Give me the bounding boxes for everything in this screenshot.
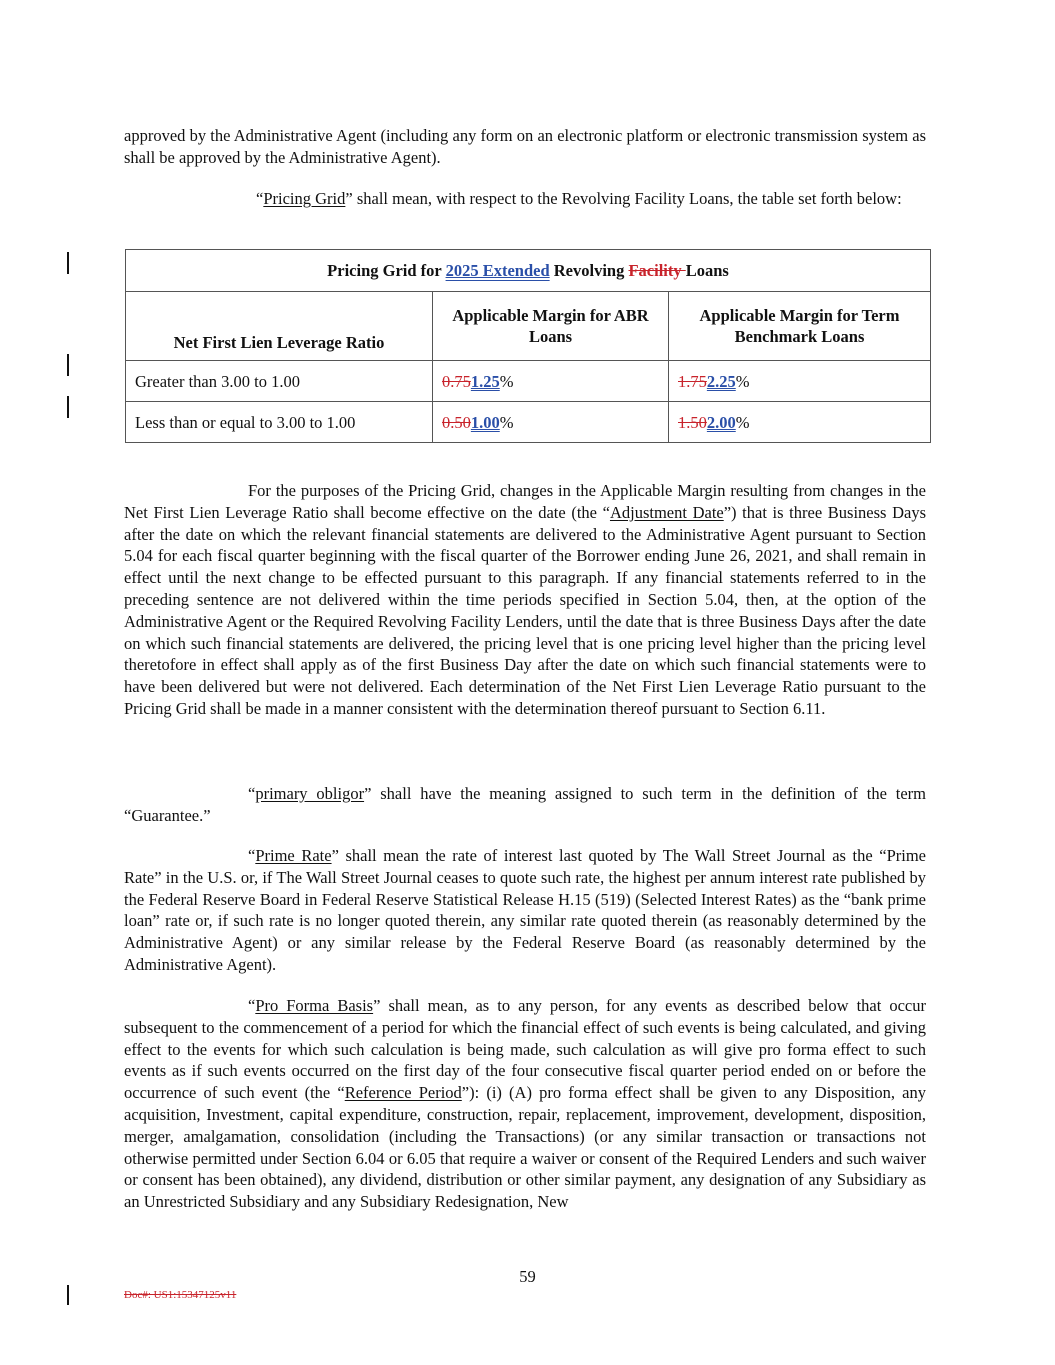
column-header-term-benchmark: Applicable Margin for Term Benchmark Loans bbox=[669, 292, 931, 361]
inserted-value: 2.25 bbox=[706, 371, 736, 391]
column-header-ratio: Net First Lien Leverage Ratio bbox=[126, 292, 433, 361]
defined-term-primary-obligor: primary obligor bbox=[255, 784, 365, 803]
abr-margin-cell: 0.501.00% bbox=[433, 402, 669, 443]
inserted-value: 2.00 bbox=[706, 412, 736, 432]
table-row bbox=[126, 361, 931, 402]
change-bar-footer bbox=[67, 1285, 69, 1305]
column-header-abr: Applicable Margin for ABR Loans bbox=[433, 292, 669, 361]
paragraph-prime-rate: “Prime Rate” shall mean the rate of interest last quoted by The Wall Street Journal as the “Prime Rate” in the U.S. or, if The Wall Street Journal ceases to quote such rate, the highest per annum interest rate published by the Federal Reserve Board in Federal Reserve Statistical Release H.15 (519) (Selected Interest Rates) as the “bank prime loan” rate or, if such rate is no longer quoted therein, any similar rate quoted therein (as reasonably determined by the Administrative Agent) or any similar release by the Federal Reserve Board (as reasonably determined by the Administrative Agent). bbox=[124, 846, 926, 974]
ratio-cell: Less than or equal to 3.00 to 1.00 bbox=[126, 402, 433, 443]
deleted-value: 1.50 bbox=[678, 412, 707, 432]
deleted-value: 0.75 bbox=[442, 371, 471, 391]
pricing-grid-table bbox=[125, 249, 931, 443]
term-margin-cell: 1.752.25% bbox=[669, 361, 931, 402]
defined-term-pricing-grid: Pricing Grid bbox=[263, 189, 346, 208]
change-bar-row-2 bbox=[67, 396, 69, 418]
deleted-value: 1.75 bbox=[678, 371, 707, 391]
change-bar-row-1 bbox=[67, 354, 69, 376]
paragraph-primary-obligor: “primary obligor” shall have the meaning assigned to such term in the definition of the term “Guarantee.” bbox=[124, 784, 926, 825]
paragraph-approved: approved by the Administrative Agent (including any form on an electronic platform or electronic transmission system as shall be approved by the Administrative Agent). bbox=[124, 126, 926, 167]
defined-term-reference-period: Reference Period bbox=[344, 1083, 462, 1103]
change-bar-table-title bbox=[67, 252, 69, 274]
abr-margin-cell: 0.751.25% bbox=[433, 361, 669, 402]
paragraph-pricing-grid-definition: “Pricing Grid” shall mean, with respect to the Revolving Facility Loans, the table set forth below: bbox=[256, 189, 902, 208]
defined-term-prime-rate: Prime Rate bbox=[255, 846, 332, 865]
ratio-cell: Greater than 3.00 to 1.00 bbox=[126, 361, 433, 402]
deleted-text: Facility bbox=[628, 261, 686, 280]
paragraph-pro-forma-basis: “Pro Forma Basis” shall mean, as to any person, for any events as described below that occur subsequent to the commencement of a period for which the financial effect of such events is being calculated, and giving effect to the events for which such calculation is being made, such calculation as will give pro forma effect to such events as if such events occurred on the first day of the four consecutive fiscal quarter period ended on or before the occurrence of such event (the “Reference Period”): (i) (A) pro forma effect shall be given to any Disposition, any acquisition, Investment, capital expenditure, construction, repair, replacement, improvement, development, disposition, merger, amalgamation, consolidation (including the Transactions) (or any similar transaction or transactions not otherwise permitted under Section 6.04 or 6.05 that require a waiver or consent of the Required Lenders and such waiver or consent has been obtained), any dividend, distribution or other similar payment, any designation of any Subsidiary as an Unrestricted Subsidiary and any Subsidiary Redesignation, New bbox=[124, 996, 926, 1212]
term-margin-cell: 1.502.00% bbox=[669, 402, 931, 443]
inserted-text: 2025 Extended bbox=[445, 261, 550, 280]
page-number: 59 bbox=[519, 1267, 536, 1286]
table-title: Pricing Grid for 2025 Extended Revolving Facility Loans bbox=[126, 250, 931, 292]
document-id: Doc#: US1:15347125v11 bbox=[124, 1289, 237, 1301]
paragraph-purposes: For the purposes of the Pricing Grid, changes in the Applicable Margin resulting from changes in the Net First Lien Leverage Ratio shall become effective on the date (the “Adjustment Date”) that is three Business Days after the date on which the relevant financial statements are delivered to the Administrative Agent pursuant to Section 5.04 for each fiscal quarter beginning with the fiscal quarter of the Borrower ending June 26, 2021, and shall remain in effect until the next change to be effected pursuant to this paragraph. If any financial statements referred to in the preceding sentence are not delivered within the time periods specified in Section 5.04, then, at the option of the Administrative Agent or the Required Revolving Facility Lenders, until the date that is three Business Days after the date on which such financial statements are delivered, the pricing level that is one pricing level higher than the pricing level theretofore in effect shall apply as of the first Business Day after the date on which such financial statements were to have been delivered but were not delivered. Each determination of the Net First Lien Leverage Ratio pursuant to the Pricing Grid shall be made in a manner consistent with the determination thereof pursuant to Section 6.11. bbox=[124, 481, 926, 718]
table-row bbox=[126, 402, 931, 443]
defined-term-adjustment-date: Adjustment Date bbox=[609, 502, 724, 522]
defined-term-pro-forma-basis: Pro Forma Basis bbox=[255, 996, 374, 1015]
deleted-value: 0.50 bbox=[442, 412, 471, 432]
inserted-value: 1.00 bbox=[470, 412, 500, 432]
inserted-value: 1.25 bbox=[470, 371, 500, 391]
